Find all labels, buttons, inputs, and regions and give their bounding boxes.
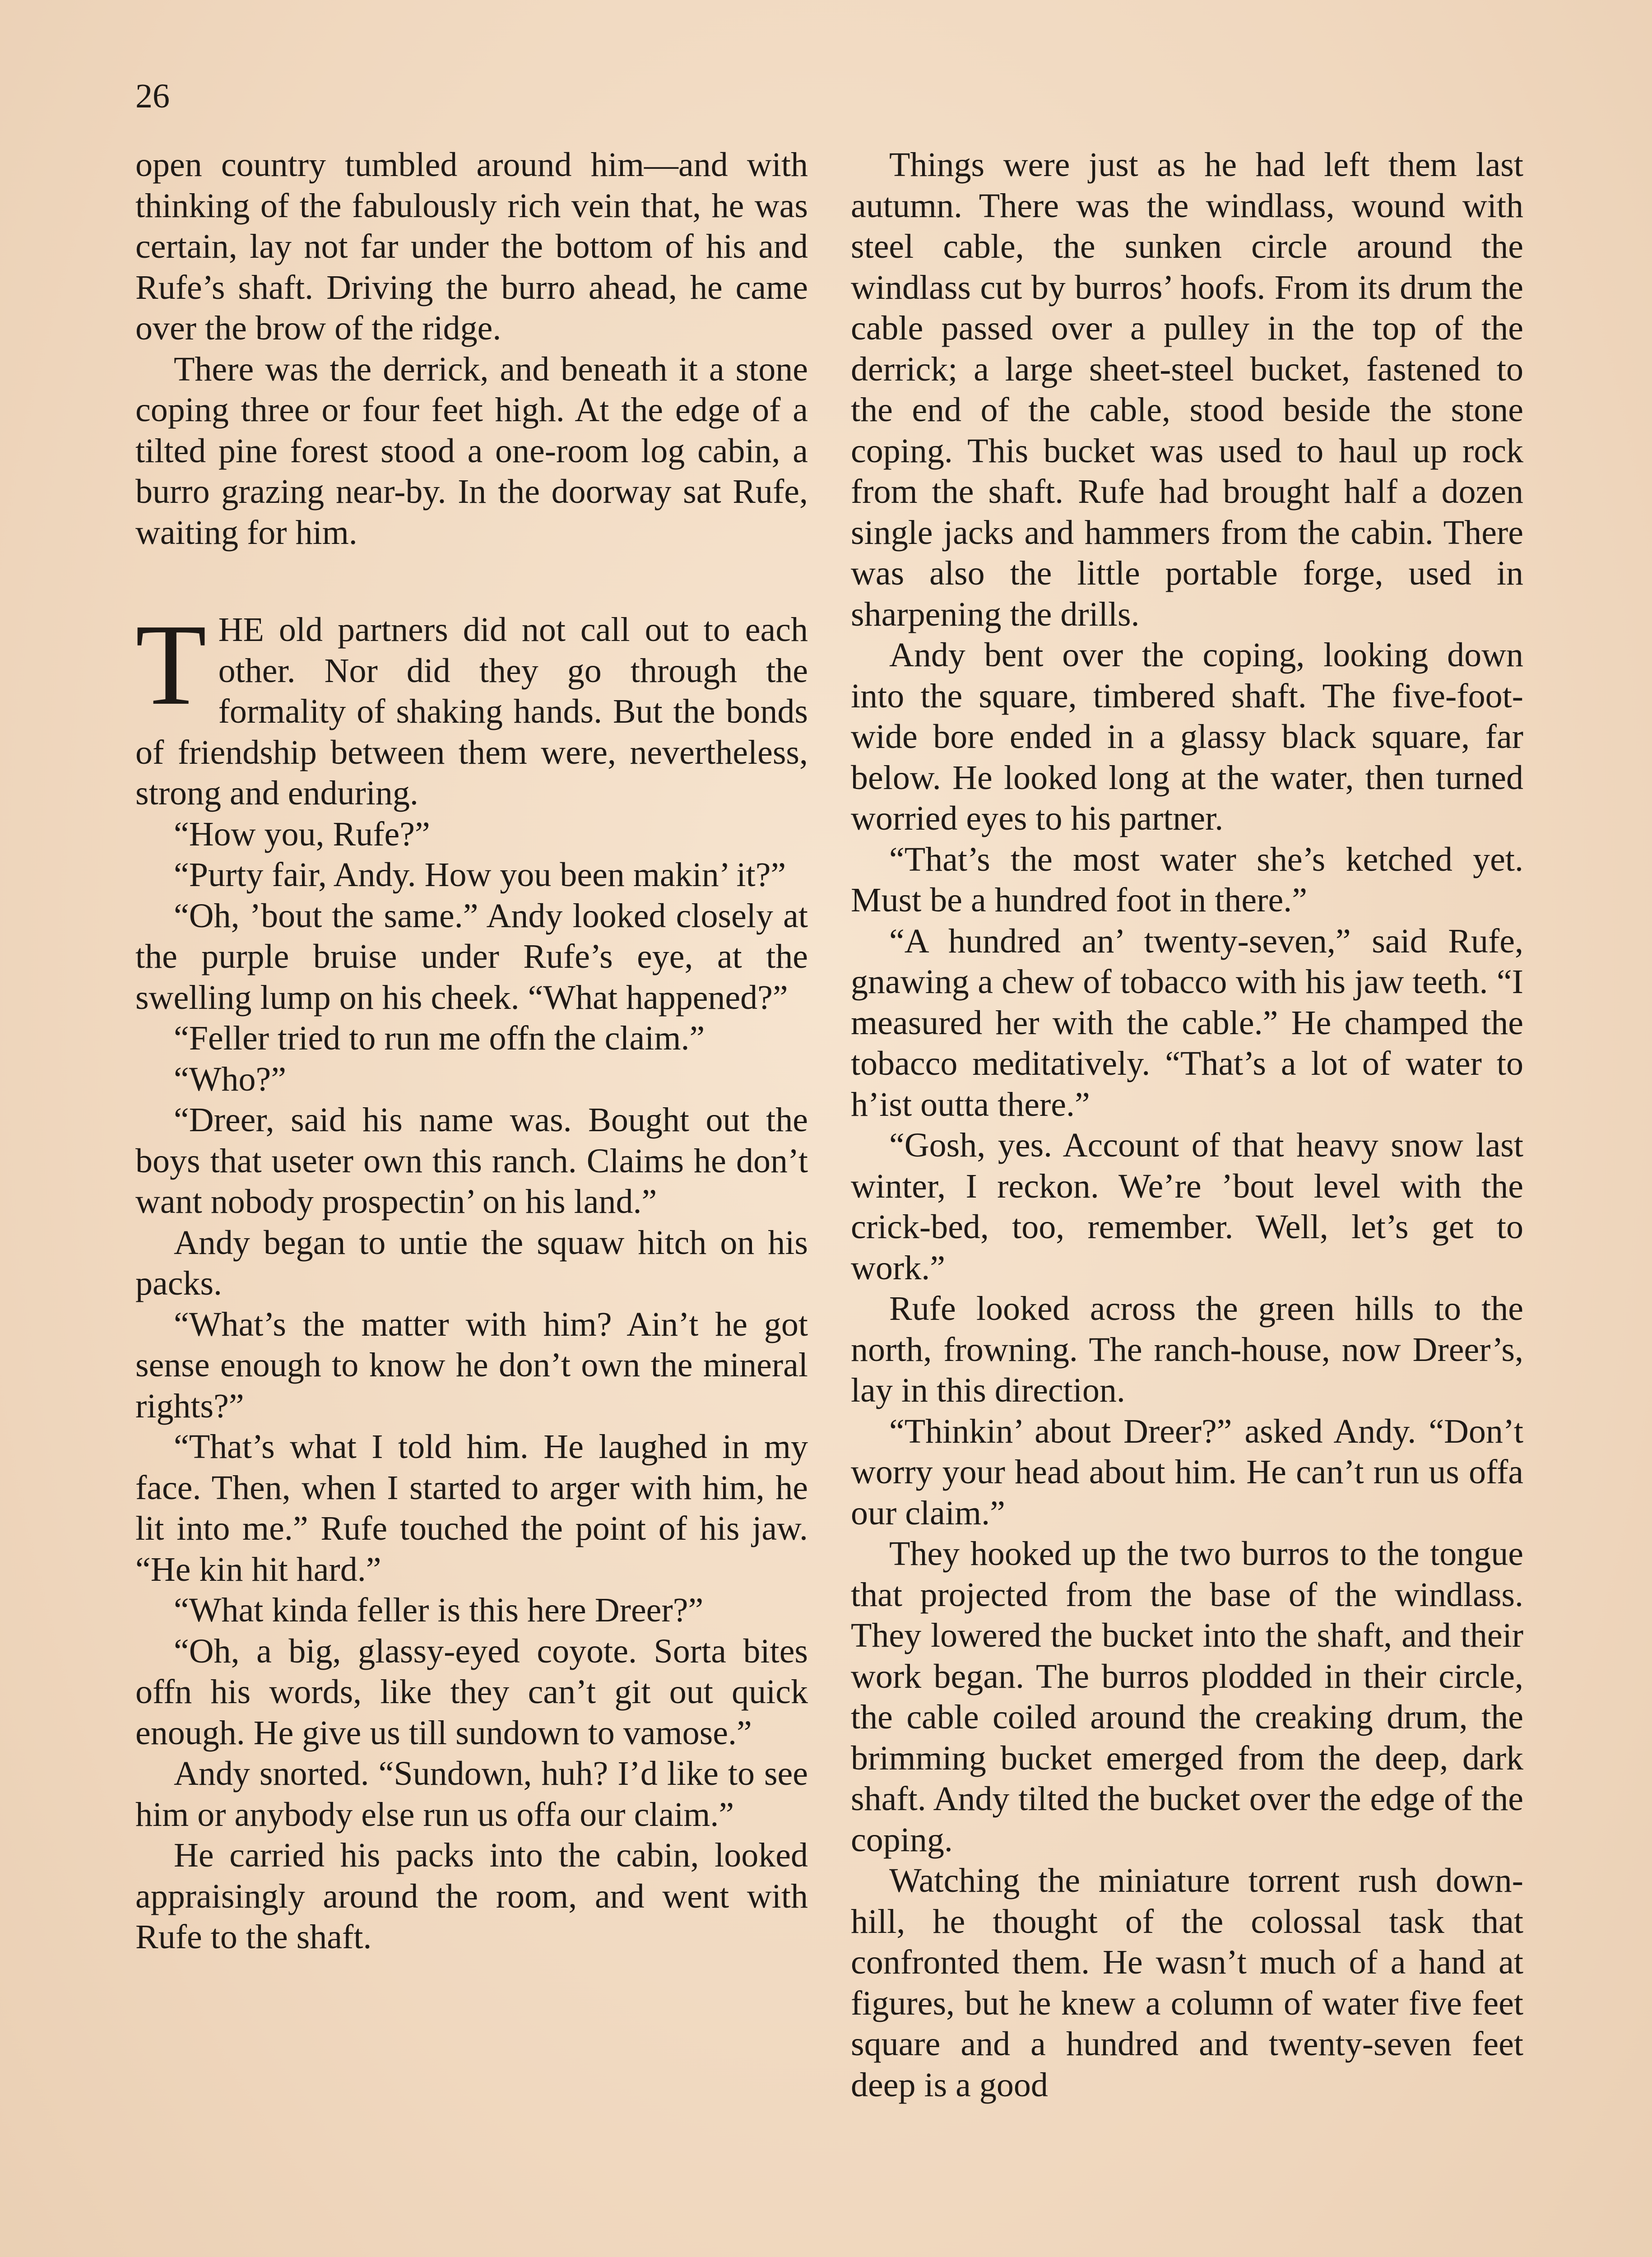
paragraph: Andy snorted. “Sundown, huh? I’d like to see him or anybody else run us offa our claim.”: [135, 1755, 808, 1834]
paragraph: They hooked up the two burros to the tongue that projected from the base of the windlass. They lowered the bucket into the shaft, and their work began. The burros plodded in their circle, the cable coiled around the creaking drum, the brimming bucket emerged from the deep, dark shaft. Andy tilted the bucket over the edge of the coping.: [851, 1535, 1523, 1859]
paragraph: “How you, Rufe?”: [174, 815, 430, 853]
left-column: [135, 144, 808, 1958]
dropcap-letter: T: [135, 600, 207, 729]
dropcap-text: HE old partners did not call out to each other. Nor did they go through the formality of shaking hands. But the bonds of friendship between them were, nevertheless, strong and enduring.: [135, 611, 808, 812]
paragraph: Watching the miniature torrent rush down-hill, he thought of the colossal task that confronted them. He wasn’t much of a hand at figures, but he knew a column of water five feet square and a hundred and twenty-seven feet deep is a good: [851, 1862, 1523, 2104]
paragraph: Andy bent over the coping, looking down into the square, timbered shaft. The five-foot-wide bore ended in a glassy black square, far below. He looked long at the water, then turned worried eyes to his partner.: [851, 636, 1523, 837]
page-number: 26: [135, 77, 170, 115]
paragraph: “Dreer, said his name was. Bought out the boys that useter own this ranch. Claims he don’t want nobody prospectin’ on his land.”: [135, 1101, 808, 1221]
right-column: [851, 144, 1523, 2105]
paragraph: Andy began to untie the squaw hitch on his packs.: [135, 1223, 808, 1302]
paragraph: “Thinkin’ about Dreer?” asked Andy. “Don’t worry your head about him. He can’t run us offa our claim.”: [851, 1412, 1523, 1532]
paragraph: “A hundred an’ twenty-seven,” said Rufe, gnawing a chew of tobacco with his jaw teeth. “I measured her with the cable.” He champed the tobacco meditatively. “That’s a lot of water to h’ist outta there.”: [851, 922, 1523, 1124]
paragraph: “Gosh, yes. Account of that heavy snow last winter, I reckon. We’re ’bout level with the crick-bed, too, remember. Well, let’s get to work.”: [851, 1126, 1523, 1287]
dropcap-paragraph: [135, 600, 808, 814]
paragraph: open country tumbled around him—and with thinking of the fabulously rich vein that, he was certain, lay not far under the bottom of his and Rufe’s shaft. Driving the burro ahead, he came over the brow of the ridge.: [135, 146, 808, 347]
paragraph: “Oh, ’bout the same.” Andy looked closely at the purple bruise under Rufe’s eye, at the swelling lump on his cheek. “What happened?”: [135, 896, 808, 1017]
paragraph: “That’s what I told him. He laughed in my face. Then, when I started to arger with him, he lit into me.” Rufe touched the point of his jaw. “He kin hit hard.”: [135, 1428, 808, 1588]
paragraph: There was the derrick, and beneath it a stone coping three or four feet high. At the edge of a tilted pine forest stood a one-room log cabin, a burro grazing near-by. In the doorway sat Rufe, waiting for him.: [135, 350, 808, 552]
paragraph: “That’s the most water she’s ketched yet. Must be a hundred foot in there.”: [851, 840, 1523, 919]
paragraph: “Feller tried to run me offn the claim.”: [174, 1019, 705, 1057]
paragraph: He carried his packs into the cabin, looked appraisingly around the room, and went with Rufe to the shaft.: [135, 1836, 808, 1956]
paragraph: “Who?”: [174, 1060, 286, 1098]
paragraph: “Oh, a big, glassy-eyed coyote. Sorta bites offn his words, like they can’t git out quick enough. He give us till sundown to vamose.”: [135, 1632, 808, 1752]
paragraph: Rufe looked across the green hills to the north, frowning. The ranch-house, now Dreer’s, lay in this direction.: [851, 1290, 1523, 1409]
paragraph: “What’s the matter with him? Ain’t he got sense enough to know he don’t own the mineral rights?”: [135, 1305, 808, 1425]
paragraph: “What kinda feller is this here Dreer?”: [174, 1591, 704, 1629]
paragraph: “Purty fair, Andy. How you been makin’ it?”: [174, 856, 786, 894]
paragraph: Things were just as he had left them last autumn. There was the windlass, wound with steel cable, the sunken circle around the windlass cut by burros’ hoofs. From its drum the cable passed over a pulley in the top of the derrick; a large sheet-steel bucket, fastened to the end of the cable, stood beside the stone coping. This bucket was used to haul up rock from the shaft. Rufe had brought half a dozen single jacks and hammers from the cabin. There was also the little portable forge, used in sharpening the drills.: [851, 146, 1523, 633]
